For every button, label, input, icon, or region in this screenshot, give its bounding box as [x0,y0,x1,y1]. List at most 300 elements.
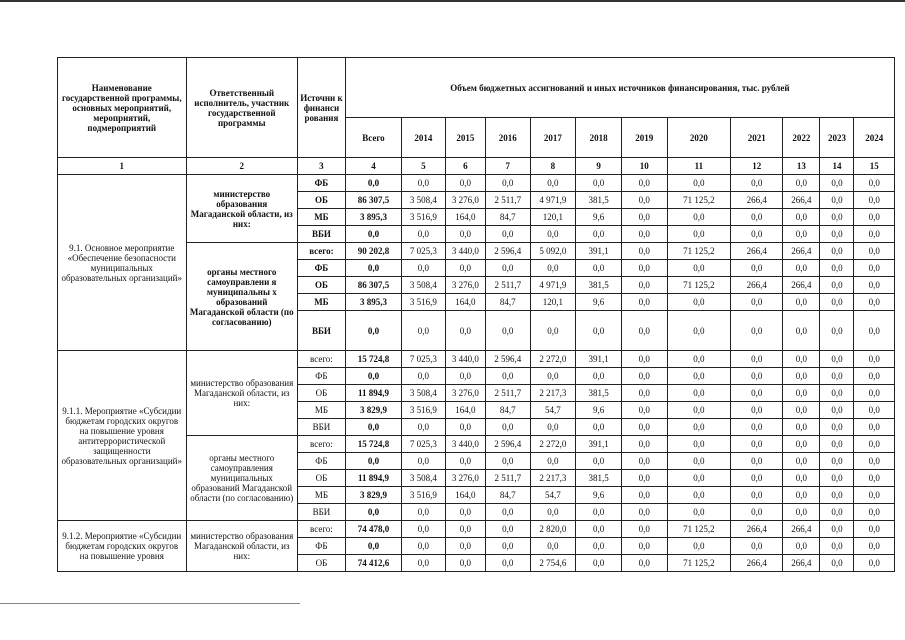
year-value-cell: 0,0 [854,226,895,243]
year-value-cell: 0,0 [576,504,622,521]
year-value-cell: 2 511,7 [486,385,531,402]
year-value-cell: 0,0 [667,538,731,555]
year-value-cell: 0,0 [820,351,854,368]
year-value-cell: 0,0 [854,351,895,368]
year-value-cell: 0,0 [667,311,731,351]
year-value-cell: 0,0 [783,175,820,192]
year-value-cell: 0,0 [402,226,446,243]
year-value-cell: 3 516,9 [402,487,446,504]
year-value-cell: 0,0 [576,538,622,555]
budget-allocation-table [57,57,895,572]
year-value-cell: 0,0 [402,538,446,555]
year-value-cell: 0,0 [621,351,667,368]
year-value-cell: 54,7 [530,487,576,504]
year-value-cell: 0,0 [621,453,667,470]
year-value-cell: 0,0 [820,521,854,538]
year-value-cell: 3 276,0 [445,277,485,294]
year-value-cell: 0,0 [731,260,783,277]
year-value-cell: 2 272,0 [530,436,576,453]
year-value-cell: 3 276,0 [445,385,485,402]
year-value-cell: 0,0 [731,470,783,487]
year-value-cell: 0,0 [445,453,485,470]
funding-source-cell: ОБ [298,470,346,487]
year-value-cell: 0,0 [445,521,485,538]
year-value-cell: 266,4 [783,521,820,538]
year-value-cell: 0,0 [621,175,667,192]
total-value-cell: 0,0 [345,368,401,385]
year-value-cell: 0,0 [854,385,895,402]
year-value-cell: 0,0 [530,419,576,436]
year-value-cell: 391,1 [576,436,622,453]
year-value-cell: 0,0 [530,175,576,192]
total-value-cell: 3 895,3 [345,294,401,311]
total-value-cell: 3 895,3 [345,209,401,226]
year-value-cell: 0,0 [486,260,531,277]
total-value-cell: 3 829,9 [345,402,401,419]
year-value-cell: 381,5 [576,470,622,487]
funding-source-cell: ВБИ [298,311,346,351]
header-total: Всего [345,118,401,158]
year-value-cell: 0,0 [621,192,667,209]
year-value-cell: 0,0 [820,385,854,402]
year-value-cell: 0,0 [783,419,820,436]
funding-source-cell: ФБ [298,368,346,385]
year-value-cell: 0,0 [530,260,576,277]
funding-source-cell: ВБИ [298,226,346,243]
year-value-cell: 84,7 [486,294,531,311]
year-value-cell: 0,0 [576,521,622,538]
year-value-cell: 0,0 [576,260,622,277]
year-value-cell: 0,0 [445,226,485,243]
year-value-cell: 120,1 [530,209,576,226]
year-value-cell: 0,0 [783,351,820,368]
funding-source-cell: ОБ [298,277,346,294]
year-value-cell: 266,4 [731,243,783,260]
year-value-cell: 0,0 [783,368,820,385]
year-value-cell: 2 820,0 [530,521,576,538]
year-value-cell: 0,0 [621,487,667,504]
responsible-cell: министерство образования Магаданской области, из них: [186,175,298,243]
year-value-cell: 0,0 [731,538,783,555]
year-value-cell: 0,0 [576,175,622,192]
year-value-cell: 0,0 [783,226,820,243]
year-value-cell: 0,0 [667,402,731,419]
column-number: 7 [486,158,531,175]
year-value-cell: 0,0 [731,385,783,402]
year-value-cell: 9,6 [576,487,622,504]
year-value-cell: 266,4 [783,277,820,294]
year-value-cell: 0,0 [820,504,854,521]
year-value-cell: 2 511,7 [486,470,531,487]
year-value-cell: 0,0 [445,419,485,436]
year-value-cell: 0,0 [854,555,895,572]
year-value-cell: 0,0 [621,243,667,260]
year-value-cell: 0,0 [820,453,854,470]
year-value-cell: 0,0 [731,368,783,385]
column-number: 3 [298,158,346,175]
table-body [58,175,895,572]
responsible-cell: министерство образования Магаданской области, из них: [186,521,298,572]
year-value-cell: 0,0 [783,311,820,351]
total-value-cell: 86 307,5 [345,277,401,294]
column-number: 14 [820,158,854,175]
table-row [58,521,895,538]
year-value-cell: 0,0 [820,175,854,192]
year-value-cell: 0,0 [576,226,622,243]
year-value-cell: 0,0 [854,192,895,209]
year-value-cell: 0,0 [731,175,783,192]
year-value-cell: 0,0 [667,294,731,311]
year-value-cell: 0,0 [445,538,485,555]
year-value-cell: 0,0 [402,260,446,277]
year-value-cell: 0,0 [445,260,485,277]
year-value-cell: 2 596,4 [486,351,531,368]
table-header [58,58,895,175]
year-value-cell: 0,0 [530,538,576,555]
year-value-cell: 2 596,4 [486,436,531,453]
year-value-cell: 0,0 [621,504,667,521]
year-value-cell: 0,0 [621,294,667,311]
year-value-cell: 0,0 [854,311,895,351]
year-value-cell: 3 440,0 [445,243,485,260]
year-value-cell: 0,0 [783,504,820,521]
year-value-cell: 7 025,3 [402,436,446,453]
year-value-cell: 0,0 [783,260,820,277]
year-value-cell: 0,0 [530,226,576,243]
total-value-cell: 11 894,9 [345,385,401,402]
year-value-cell: 0,0 [667,368,731,385]
year-value-cell: 0,0 [621,226,667,243]
year-value-cell: 3 440,0 [445,436,485,453]
column-number: 11 [667,158,731,175]
year-value-cell: 0,0 [820,436,854,453]
year-value-cell: 0,0 [530,504,576,521]
page-bottom-edge [0,603,300,604]
year-value-cell: 0,0 [731,294,783,311]
year-value-cell: 0,0 [820,402,854,419]
column-number: 10 [621,158,667,175]
year-value-cell: 0,0 [667,470,731,487]
year-value-cell: 0,0 [402,419,446,436]
year-value-cell: 0,0 [854,368,895,385]
year-value-cell: 0,0 [576,453,622,470]
year-value-cell: 0,0 [402,453,446,470]
year-value-cell: 0,0 [783,487,820,504]
funding-source-cell: всего: [298,351,346,368]
year-value-cell: 0,0 [621,311,667,351]
year-value-cell: 9,6 [576,294,622,311]
year-value-cell: 266,4 [783,555,820,572]
funding-source-cell: ФБ [298,538,346,555]
funding-source-cell: ФБ [298,453,346,470]
year-value-cell: 0,0 [667,226,731,243]
program-name-cell: 9.1. Основное мероприятие «Обеспечение безопасности муниципальных образовательных организаций» [58,175,187,351]
year-value-cell: 0,0 [731,209,783,226]
year-value-cell: 0,0 [576,419,622,436]
year-value-cell: 0,0 [854,487,895,504]
funding-source-cell: МБ [298,294,346,311]
year-value-cell: 0,0 [621,368,667,385]
year-value-cell: 0,0 [576,311,622,351]
year-value-cell: 0,0 [854,260,895,277]
year-value-cell: 0,0 [576,368,622,385]
year-value-cell: 0,0 [820,419,854,436]
year-value-cell: 0,0 [621,521,667,538]
total-value-cell: 0,0 [345,260,401,277]
year-value-cell: 0,0 [820,192,854,209]
year-value-cell: 0,0 [402,555,446,572]
year-value-cell: 381,5 [576,277,622,294]
header-year: 2020 [667,118,731,158]
year-value-cell: 84,7 [486,402,531,419]
year-value-cell: 3 276,0 [445,192,485,209]
responsible-cell: органы местного самоуправления муниципальных образований Магаданской области (по согласованию) [186,436,298,521]
year-value-cell: 120,1 [530,294,576,311]
funding-source-cell: МБ [298,487,346,504]
year-value-cell: 381,5 [576,192,622,209]
year-value-cell: 0,0 [783,209,820,226]
year-value-cell: 0,0 [820,243,854,260]
column-number: 8 [530,158,576,175]
year-value-cell: 0,0 [621,277,667,294]
year-value-cell: 3 440,0 [445,351,485,368]
funding-source-cell: МБ [298,402,346,419]
header-year: 2022 [783,118,820,158]
year-value-cell: 54,7 [530,402,576,419]
year-value-cell: 0,0 [621,385,667,402]
column-number: 9 [576,158,622,175]
header-year: 2021 [731,118,783,158]
year-value-cell: 0,0 [820,260,854,277]
year-value-cell: 0,0 [820,226,854,243]
year-value-cell: 0,0 [621,419,667,436]
year-value-cell: 0,0 [486,175,531,192]
year-value-cell: 0,0 [621,538,667,555]
total-value-cell: 0,0 [345,538,401,555]
year-value-cell: 3 508,4 [402,277,446,294]
year-value-cell: 266,4 [783,243,820,260]
year-value-cell: 0,0 [854,294,895,311]
year-value-cell: 0,0 [820,277,854,294]
year-value-cell: 0,0 [445,504,485,521]
year-value-cell: 0,0 [667,436,731,453]
total-value-cell: 86 307,5 [345,192,401,209]
year-value-cell: 391,1 [576,351,622,368]
year-value-cell: 2 272,0 [530,351,576,368]
total-value-cell: 0,0 [345,226,401,243]
total-value-cell: 74 478,0 [345,521,401,538]
year-value-cell: 0,0 [783,453,820,470]
year-value-cell: 3 516,9 [402,209,446,226]
header-budget-volume: Объем бюджетных ассигнований и иных источников финансирования, тыс. рублей [345,58,894,118]
table-row [58,175,895,192]
year-value-cell: 0,0 [783,538,820,555]
year-value-cell: 0,0 [530,453,576,470]
year-value-cell: 0,0 [621,436,667,453]
year-value-cell: 0,0 [486,521,531,538]
column-number: 15 [854,158,895,175]
header-year: 2016 [486,118,531,158]
year-value-cell: 4 971,9 [530,192,576,209]
year-value-cell: 84,7 [486,209,531,226]
column-number: 4 [345,158,401,175]
column-number: 12 [731,158,783,175]
header-year: 2023 [820,118,854,158]
year-value-cell: 0,0 [445,368,485,385]
year-value-cell: 4 971,9 [530,277,576,294]
year-value-cell: 2 754,6 [530,555,576,572]
year-value-cell: 0,0 [445,175,485,192]
year-value-cell: 0,0 [621,402,667,419]
header-program-name: Наименование государственной программы, основных мероприятий, мероприятий, подмероприятий [58,58,187,158]
header-responsible: Ответственный исполнитель, участник государственной программы [186,58,298,158]
year-value-cell: 0,0 [530,368,576,385]
year-value-cell: 7 025,3 [402,243,446,260]
column-number: 1 [58,158,187,175]
header-year: 2018 [576,118,622,158]
year-value-cell: 266,4 [731,555,783,572]
year-value-cell: 0,0 [530,311,576,351]
year-value-cell: 0,0 [820,538,854,555]
year-value-cell: 0,0 [621,555,667,572]
funding-source-cell: ОБ [298,555,346,572]
year-value-cell: 0,0 [667,419,731,436]
year-value-cell: 71 125,2 [667,521,731,538]
year-value-cell: 0,0 [486,419,531,436]
year-value-cell: 0,0 [731,311,783,351]
year-value-cell: 5 092,0 [530,243,576,260]
year-value-cell: 0,0 [576,555,622,572]
funding-source-cell: МБ [298,209,346,226]
year-value-cell: 0,0 [402,521,446,538]
year-value-cell: 0,0 [731,419,783,436]
funding-source-cell: всего: [298,436,346,453]
year-value-cell: 0,0 [820,368,854,385]
year-value-cell: 0,0 [854,402,895,419]
total-value-cell: 0,0 [345,175,401,192]
year-value-cell: 0,0 [486,368,531,385]
year-value-cell: 0,0 [820,555,854,572]
year-value-cell: 164,0 [445,294,485,311]
year-value-cell: 3 276,0 [445,470,485,487]
funding-source-cell: ФБ [298,175,346,192]
year-value-cell: 2 511,7 [486,192,531,209]
year-value-cell: 0,0 [783,436,820,453]
year-value-cell: 0,0 [820,294,854,311]
header-year: 2019 [621,118,667,158]
year-value-cell: 2 596,4 [486,243,531,260]
total-value-cell: 0,0 [345,311,401,351]
year-value-cell: 0,0 [621,470,667,487]
year-value-cell: 0,0 [486,226,531,243]
year-value-cell: 3 508,4 [402,385,446,402]
year-value-cell: 0,0 [445,555,485,572]
header-year: 2015 [445,118,485,158]
column-number: 5 [402,158,446,175]
column-number: 2 [186,158,298,175]
header-year: 2024 [854,118,895,158]
year-value-cell: 0,0 [854,175,895,192]
funding-source-cell: ВБИ [298,419,346,436]
year-value-cell: 266,4 [783,192,820,209]
year-value-cell: 0,0 [854,419,895,436]
year-value-cell: 0,0 [783,294,820,311]
year-value-cell: 0,0 [486,504,531,521]
year-value-cell: 266,4 [731,192,783,209]
year-value-cell: 2 217,3 [530,385,576,402]
year-value-cell: 266,4 [731,277,783,294]
funding-source-cell: ВБИ [298,504,346,521]
responsible-cell: органы местного самоуправлени я муниципальны х образований Магаданской области (по согласованию) [186,243,298,351]
year-value-cell: 84,7 [486,487,531,504]
year-value-cell: 391,1 [576,243,622,260]
table-row [58,351,895,368]
year-value-cell: 0,0 [731,504,783,521]
header-year: 2017 [530,118,576,158]
year-value-cell: 0,0 [854,470,895,487]
year-value-cell: 0,0 [621,260,667,277]
year-value-cell: 3 508,4 [402,470,446,487]
year-value-cell: 0,0 [667,385,731,402]
program-name-cell: 9.1.1. Мероприятие «Субсидии бюджетам городских округов на повышение уровня антитеррористической защищенности образовательных организаций» [58,351,187,521]
total-value-cell: 0,0 [345,504,401,521]
funding-source-cell: всего: [298,521,346,538]
year-value-cell: 71 125,2 [667,192,731,209]
total-value-cell: 15 724,8 [345,351,401,368]
year-value-cell: 0,0 [731,436,783,453]
funding-source-cell: всего: [298,243,346,260]
year-value-cell: 0,0 [486,453,531,470]
year-value-cell: 0,0 [854,538,895,555]
year-value-cell: 381,5 [576,385,622,402]
year-value-cell: 0,0 [667,453,731,470]
year-value-cell: 0,0 [783,470,820,487]
year-value-cell: 0,0 [402,368,446,385]
header-funding-source: Источни к финанси рования [298,58,346,158]
header-year: 2014 [402,118,446,158]
total-value-cell: 15 724,8 [345,436,401,453]
year-value-cell: 71 125,2 [667,277,731,294]
year-value-cell: 0,0 [783,385,820,402]
year-value-cell: 0,0 [854,521,895,538]
year-value-cell: 0,0 [667,487,731,504]
year-value-cell: 0,0 [667,351,731,368]
year-value-cell: 0,0 [820,487,854,504]
total-value-cell: 3 829,9 [345,487,401,504]
funding-source-cell: ОБ [298,385,346,402]
year-value-cell: 0,0 [820,311,854,351]
program-name-cell: 9.1.2. Мероприятие «Субсидии бюджетам городских округов на повышение уровня [58,521,187,572]
year-value-cell: 0,0 [854,504,895,521]
funding-source-cell: ФБ [298,260,346,277]
year-value-cell: 0,0 [486,538,531,555]
year-value-cell: 0,0 [667,260,731,277]
year-value-cell: 0,0 [667,504,731,521]
year-value-cell: 0,0 [854,453,895,470]
year-value-cell: 0,0 [854,209,895,226]
year-value-cell: 164,0 [445,209,485,226]
year-value-cell: 3 508,4 [402,192,446,209]
year-value-cell: 0,0 [731,351,783,368]
year-value-cell: 0,0 [820,470,854,487]
year-value-cell: 0,0 [402,175,446,192]
page-top-edge [0,0,905,2]
year-value-cell: 0,0 [486,311,531,351]
year-value-cell: 0,0 [486,555,531,572]
year-value-cell: 3 516,9 [402,402,446,419]
total-value-cell: 74 412,6 [345,555,401,572]
year-value-cell: 3 516,9 [402,294,446,311]
